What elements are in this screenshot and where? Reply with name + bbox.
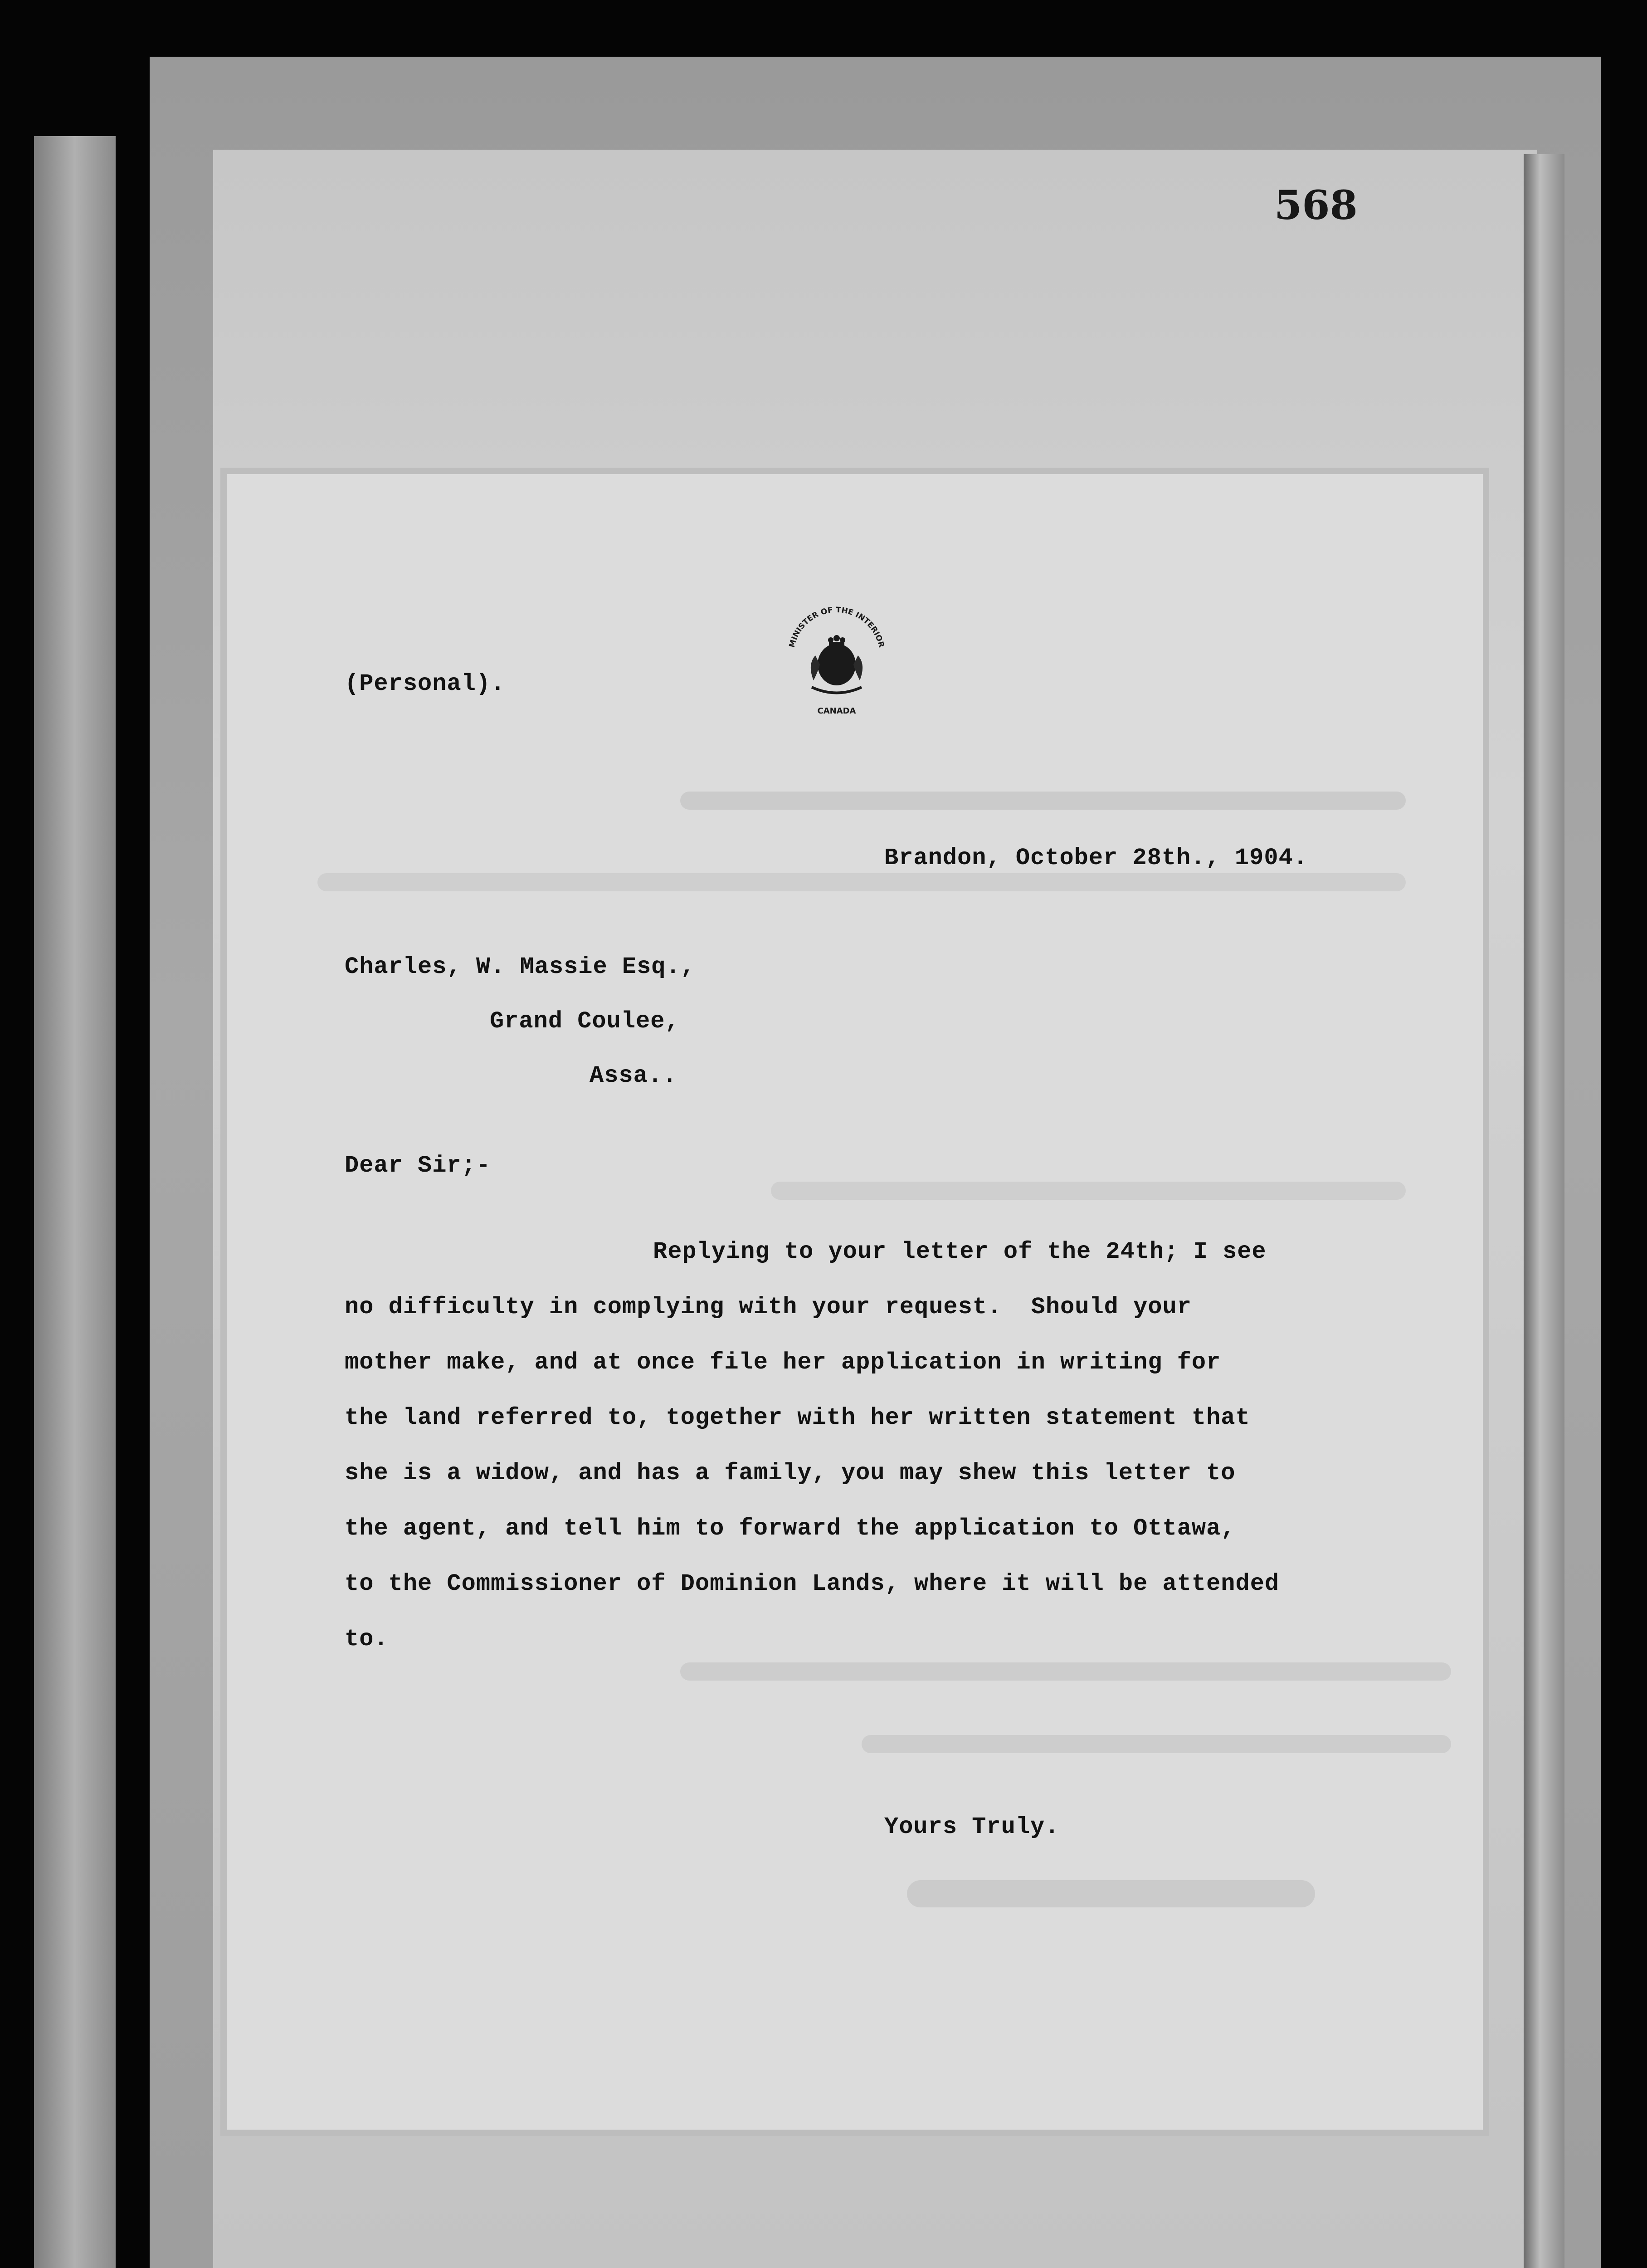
bleed-through-mark [771, 1182, 1406, 1200]
body-line: the agent, and tell him to forward the application to Ottawa, [345, 1515, 1236, 1542]
closing: Yours Truly. [884, 1813, 1060, 1840]
body-line: to the Commissioner of Dominion Lands, where it will be attended [345, 1570, 1280, 1597]
binding-strip [34, 136, 116, 2268]
crest-icon [780, 596, 893, 728]
bleed-through-mark [680, 1662, 1451, 1681]
page-edge [1524, 154, 1564, 2268]
body-line: no difficulty in complying with your request. Should your [345, 1294, 1192, 1320]
crest-top-text: MINISTER OF THE INTERIOR [787, 605, 886, 649]
crest-bottom-text: CANADA [817, 706, 856, 716]
signature-bleed-mark [907, 1880, 1315, 1907]
body-line: she is a widow, and has a family, you may shew this letter to [345, 1460, 1236, 1486]
page-number: 568 [1274, 181, 1358, 229]
bleed-through-mark [680, 792, 1406, 810]
body-line: the land referred to, together with her written statement that [345, 1404, 1250, 1431]
recipient-name: Charles, W. Massie Esq., [345, 953, 695, 980]
recipient-province: Assa.. [590, 1062, 677, 1089]
body-line: to. [345, 1626, 389, 1652]
bleed-through-mark [862, 1735, 1451, 1753]
place-date: Brandon, October 28th., 1904. [884, 845, 1308, 871]
body-line: mother make, and at once file her application in writing for [345, 1349, 1221, 1376]
recipient-town: Grand Coulee, [490, 1008, 680, 1035]
body-line: Replying to your letter of the 24th; I see [653, 1238, 1267, 1265]
salutation: Dear Sir;- [345, 1152, 491, 1179]
bleed-through-mark [317, 873, 1406, 891]
personal-marking: (Personal). [345, 670, 506, 697]
